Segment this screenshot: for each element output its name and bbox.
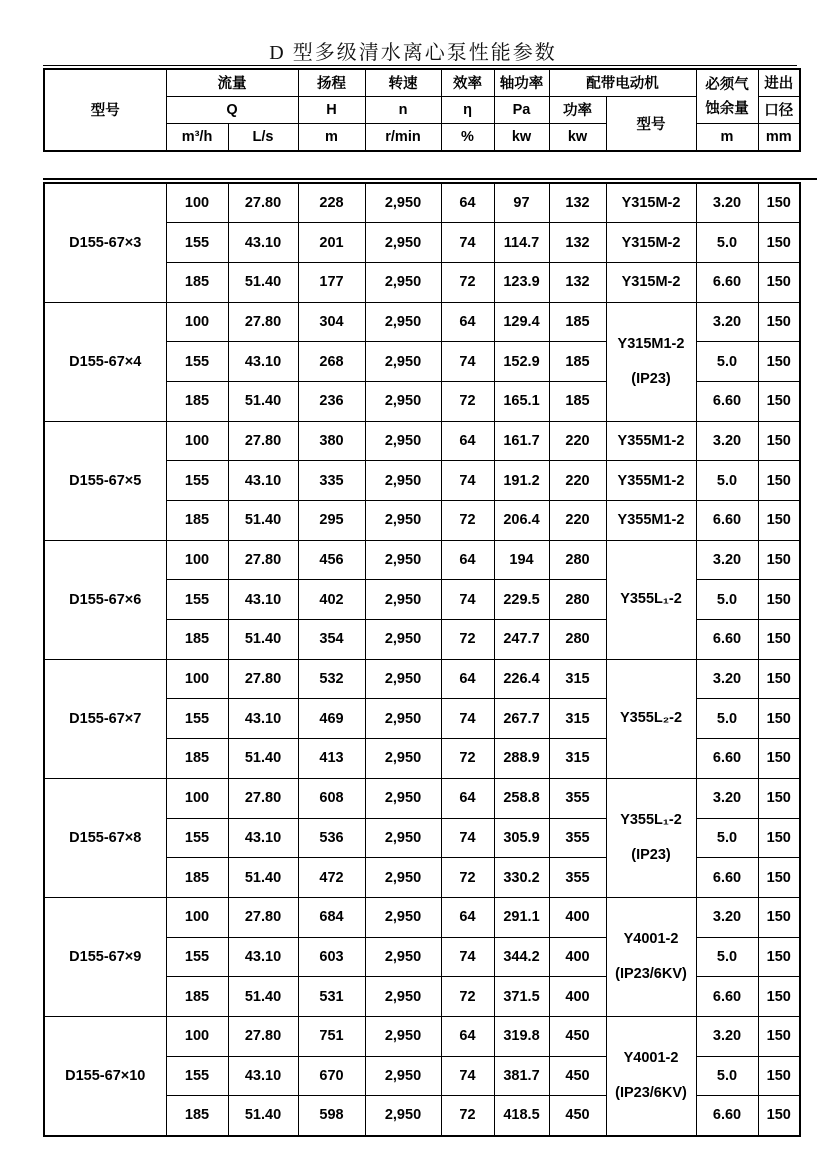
cell-npsh: 6.60 bbox=[696, 262, 758, 302]
motor-model-cell: Y315M-2 bbox=[606, 183, 696, 223]
body-rows bbox=[44, 183, 800, 1136]
cell-power: 400 bbox=[549, 937, 606, 977]
cell-power: 355 bbox=[549, 778, 606, 818]
cell-speed: 2,950 bbox=[365, 620, 441, 660]
cell-q_m3h: 100 bbox=[166, 897, 228, 937]
cell-speed: 2,950 bbox=[365, 858, 441, 898]
header-npsh-line2: 蚀余量 bbox=[705, 100, 749, 117]
cell-dia: 150 bbox=[758, 858, 800, 898]
cell-dia: 150 bbox=[758, 223, 800, 263]
cell-dia: 150 bbox=[758, 739, 800, 779]
table-row bbox=[44, 1016, 800, 1056]
cell-q_ls: 27.80 bbox=[228, 659, 298, 699]
cell-q_ls: 27.80 bbox=[228, 421, 298, 461]
motor-model-cell: Y355M1-2 bbox=[606, 461, 696, 501]
cell-head: 598 bbox=[298, 1096, 365, 1136]
cell-head: 201 bbox=[298, 223, 365, 263]
cell-dia: 150 bbox=[758, 659, 800, 699]
header-head: 扬程 bbox=[298, 69, 365, 96]
cell-head: 536 bbox=[298, 818, 365, 858]
cell-speed: 2,950 bbox=[365, 937, 441, 977]
motor-model-line: (IP23) bbox=[631, 846, 671, 863]
motor-model-cell: Y355M1-2 bbox=[606, 501, 696, 541]
cell-shaft: 206.4 bbox=[494, 501, 549, 541]
header-unit-kw-motor: kw bbox=[549, 124, 606, 151]
header-symbol-q: Q bbox=[166, 96, 298, 123]
cell-q_m3h: 155 bbox=[166, 342, 228, 382]
motor-model-cell: Y355M1-2 bbox=[606, 421, 696, 461]
page-title: D 型多级清水离心泵性能参数 bbox=[269, 42, 557, 64]
cell-speed: 2,950 bbox=[365, 699, 441, 739]
motor-model-cell: Y315M-2 bbox=[606, 223, 696, 263]
pump-model-cell: D155-67×10 bbox=[44, 1016, 166, 1135]
cell-head: 603 bbox=[298, 937, 365, 977]
header-shaft-power: 轴功率 bbox=[494, 69, 549, 96]
cell-shaft: 344.2 bbox=[494, 937, 549, 977]
header-unit-mm: mm bbox=[758, 124, 800, 151]
cell-head: 402 bbox=[298, 580, 365, 620]
cell-shaft: 381.7 bbox=[494, 1056, 549, 1096]
header-unit-npsh-m: m bbox=[696, 124, 758, 151]
cell-npsh: 6.60 bbox=[696, 501, 758, 541]
header-unit-m3h: m³/h bbox=[166, 124, 228, 151]
motor-model-cell bbox=[606, 897, 696, 1016]
pump-model-cell: D155-67×6 bbox=[44, 540, 166, 659]
cell-power: 132 bbox=[549, 262, 606, 302]
cell-dia: 150 bbox=[758, 381, 800, 421]
cell-npsh: 3.20 bbox=[696, 897, 758, 937]
cell-q_m3h: 185 bbox=[166, 858, 228, 898]
cell-npsh: 3.20 bbox=[696, 778, 758, 818]
cell-speed: 2,950 bbox=[365, 342, 441, 382]
cell-speed: 2,950 bbox=[365, 977, 441, 1017]
cell-head: 380 bbox=[298, 421, 365, 461]
header-npsh bbox=[696, 69, 758, 124]
cell-eff: 72 bbox=[441, 739, 494, 779]
cell-npsh: 6.60 bbox=[696, 381, 758, 421]
cell-q_ls: 27.80 bbox=[228, 540, 298, 580]
header-table-wrap bbox=[43, 68, 801, 152]
header-diameter-line1: 进出 bbox=[758, 69, 800, 96]
cell-dia: 150 bbox=[758, 421, 800, 461]
cell-power: 132 bbox=[549, 183, 606, 223]
motor-model-line: (IP23/6KV) bbox=[615, 1084, 687, 1101]
cell-head: 472 bbox=[298, 858, 365, 898]
header-flow: 流量 bbox=[166, 69, 298, 96]
cell-shaft: 305.9 bbox=[494, 818, 549, 858]
cell-power: 315 bbox=[549, 699, 606, 739]
cell-q_m3h: 185 bbox=[166, 381, 228, 421]
cell-shaft: 123.9 bbox=[494, 262, 549, 302]
cell-head: 456 bbox=[298, 540, 365, 580]
cell-head: 236 bbox=[298, 381, 365, 421]
table-row bbox=[44, 183, 800, 223]
cell-q_ls: 51.40 bbox=[228, 977, 298, 1017]
cell-power: 315 bbox=[549, 739, 606, 779]
cell-shaft: 129.4 bbox=[494, 302, 549, 342]
cell-q_m3h: 100 bbox=[166, 302, 228, 342]
cell-q_m3h: 155 bbox=[166, 1056, 228, 1096]
cell-eff: 72 bbox=[441, 858, 494, 898]
cell-speed: 2,950 bbox=[365, 818, 441, 858]
cell-shaft: 267.7 bbox=[494, 699, 549, 739]
cell-shaft: 226.4 bbox=[494, 659, 549, 699]
cell-q_m3h: 155 bbox=[166, 580, 228, 620]
cell-power: 185 bbox=[549, 342, 606, 382]
cell-q_ls: 27.80 bbox=[228, 1016, 298, 1056]
cell-head: 670 bbox=[298, 1056, 365, 1096]
cell-head: 531 bbox=[298, 977, 365, 1017]
cell-head: 751 bbox=[298, 1016, 365, 1056]
cell-dia: 150 bbox=[758, 937, 800, 977]
header-model: 型号 bbox=[44, 69, 166, 151]
cell-dia: 150 bbox=[758, 501, 800, 541]
cell-eff: 64 bbox=[441, 778, 494, 818]
cell-dia: 150 bbox=[758, 302, 800, 342]
header-table bbox=[43, 68, 801, 152]
cell-dia: 150 bbox=[758, 342, 800, 382]
cell-eff: 64 bbox=[441, 897, 494, 937]
cell-dia: 150 bbox=[758, 778, 800, 818]
table-row bbox=[44, 897, 800, 937]
cell-speed: 2,950 bbox=[365, 897, 441, 937]
cell-q_m3h: 155 bbox=[166, 223, 228, 263]
cell-shaft: 330.2 bbox=[494, 858, 549, 898]
cell-npsh: 6.60 bbox=[696, 858, 758, 898]
cell-dia: 150 bbox=[758, 262, 800, 302]
cell-head: 354 bbox=[298, 620, 365, 660]
cell-shaft: 229.5 bbox=[494, 580, 549, 620]
cell-eff: 72 bbox=[441, 1096, 494, 1136]
cell-q_m3h: 185 bbox=[166, 977, 228, 1017]
cell-eff: 74 bbox=[441, 937, 494, 977]
cell-speed: 2,950 bbox=[365, 540, 441, 580]
cell-eff: 74 bbox=[441, 818, 494, 858]
cell-q_ls: 27.80 bbox=[228, 778, 298, 818]
cell-power: 220 bbox=[549, 461, 606, 501]
cell-q_ls: 51.40 bbox=[228, 620, 298, 660]
body-table-wrap bbox=[43, 182, 801, 1137]
cell-npsh: 3.20 bbox=[696, 659, 758, 699]
cell-dia: 150 bbox=[758, 977, 800, 1017]
motor-model-cell bbox=[606, 778, 696, 897]
motor-model-line: Y4001-2 bbox=[623, 930, 679, 947]
cell-shaft: 288.9 bbox=[494, 739, 549, 779]
cell-speed: 2,950 bbox=[365, 739, 441, 779]
cell-eff: 64 bbox=[441, 1016, 494, 1056]
cell-q_ls: 51.40 bbox=[228, 381, 298, 421]
cell-npsh: 6.60 bbox=[696, 1096, 758, 1136]
cell-q_ls: 43.10 bbox=[228, 223, 298, 263]
cell-speed: 2,950 bbox=[365, 501, 441, 541]
cell-dia: 150 bbox=[758, 1096, 800, 1136]
header-unit-ls: L/s bbox=[228, 124, 298, 151]
cell-shaft: 97 bbox=[494, 183, 549, 223]
cell-q_m3h: 155 bbox=[166, 461, 228, 501]
cell-q_ls: 43.10 bbox=[228, 580, 298, 620]
cell-q_ls: 51.40 bbox=[228, 739, 298, 779]
cell-speed: 2,950 bbox=[365, 262, 441, 302]
motor-model-line: Y355L₁-2 bbox=[620, 811, 682, 828]
cell-power: 132 bbox=[549, 223, 606, 263]
cell-power: 280 bbox=[549, 580, 606, 620]
cell-eff: 64 bbox=[441, 421, 494, 461]
header-symbol-h: H bbox=[298, 96, 365, 123]
header-efficiency: 效率 bbox=[441, 69, 494, 96]
cell-power: 400 bbox=[549, 897, 606, 937]
cell-dia: 150 bbox=[758, 183, 800, 223]
cell-q_ls: 27.80 bbox=[228, 183, 298, 223]
cell-head: 469 bbox=[298, 699, 365, 739]
cell-speed: 2,950 bbox=[365, 183, 441, 223]
cell-eff: 74 bbox=[441, 223, 494, 263]
cell-npsh: 5.0 bbox=[696, 818, 758, 858]
cell-q_ls: 43.10 bbox=[228, 818, 298, 858]
cell-eff: 64 bbox=[441, 183, 494, 223]
cell-speed: 2,950 bbox=[365, 381, 441, 421]
cell-shaft: 291.1 bbox=[494, 897, 549, 937]
cell-dia: 150 bbox=[758, 461, 800, 501]
cell-npsh: 5.0 bbox=[696, 461, 758, 501]
cell-eff: 74 bbox=[441, 699, 494, 739]
header-symbol-n: n bbox=[365, 96, 441, 123]
cell-q_ls: 27.80 bbox=[228, 897, 298, 937]
cell-eff: 74 bbox=[441, 461, 494, 501]
header-diameter-line2: 口径 bbox=[758, 96, 800, 123]
cell-q_m3h: 185 bbox=[166, 501, 228, 541]
cell-q_m3h: 100 bbox=[166, 1016, 228, 1056]
pump-model-cell: D155-67×3 bbox=[44, 183, 166, 302]
cell-speed: 2,950 bbox=[365, 580, 441, 620]
cell-speed: 2,950 bbox=[365, 778, 441, 818]
cell-eff: 64 bbox=[441, 540, 494, 580]
table-row bbox=[44, 421, 800, 461]
cell-npsh: 5.0 bbox=[696, 223, 758, 263]
cell-q_ls: 43.10 bbox=[228, 342, 298, 382]
cell-head: 295 bbox=[298, 501, 365, 541]
cell-head: 228 bbox=[298, 183, 365, 223]
cell-q_m3h: 155 bbox=[166, 818, 228, 858]
cell-npsh: 5.0 bbox=[696, 1056, 758, 1096]
cell-dia: 150 bbox=[758, 1056, 800, 1096]
cell-q_ls: 27.80 bbox=[228, 302, 298, 342]
cell-q_m3h: 185 bbox=[166, 1096, 228, 1136]
cell-q_m3h: 100 bbox=[166, 778, 228, 818]
cell-power: 220 bbox=[549, 501, 606, 541]
cell-npsh: 5.0 bbox=[696, 937, 758, 977]
cell-shaft: 371.5 bbox=[494, 977, 549, 1017]
cell-power: 355 bbox=[549, 818, 606, 858]
cell-dia: 150 bbox=[758, 580, 800, 620]
motor-model-cell bbox=[606, 302, 696, 421]
cell-npsh: 6.60 bbox=[696, 977, 758, 1017]
cell-shaft: 319.8 bbox=[494, 1016, 549, 1056]
cell-q_m3h: 100 bbox=[166, 183, 228, 223]
cell-head: 304 bbox=[298, 302, 365, 342]
motor-model-line: Y355L₁-2 bbox=[620, 591, 682, 608]
cell-shaft: 161.7 bbox=[494, 421, 549, 461]
cell-q_ls: 43.10 bbox=[228, 699, 298, 739]
cell-npsh: 3.20 bbox=[696, 540, 758, 580]
motor-model-line: Y315M1-2 bbox=[617, 335, 685, 352]
cell-dia: 150 bbox=[758, 818, 800, 858]
cell-eff: 64 bbox=[441, 302, 494, 342]
pump-model-cell: D155-67×5 bbox=[44, 421, 166, 540]
motor-model-cell bbox=[606, 1016, 696, 1135]
cell-power: 185 bbox=[549, 381, 606, 421]
cell-shaft: 165.1 bbox=[494, 381, 549, 421]
header-unit-m: m bbox=[298, 124, 365, 151]
cell-head: 608 bbox=[298, 778, 365, 818]
pump-model-cell: D155-67×4 bbox=[44, 302, 166, 421]
header-unit-pct: % bbox=[441, 124, 494, 151]
cell-eff: 72 bbox=[441, 620, 494, 660]
cell-npsh: 6.60 bbox=[696, 739, 758, 779]
cell-q_m3h: 185 bbox=[166, 620, 228, 660]
cell-npsh: 3.20 bbox=[696, 302, 758, 342]
cell-head: 335 bbox=[298, 461, 365, 501]
cell-q_m3h: 155 bbox=[166, 937, 228, 977]
motor-model-line: Y4001-2 bbox=[623, 1049, 679, 1066]
cell-head: 268 bbox=[298, 342, 365, 382]
cell-shaft: 114.7 bbox=[494, 223, 549, 263]
cell-dia: 150 bbox=[758, 1016, 800, 1056]
cell-npsh: 3.20 bbox=[696, 1016, 758, 1056]
cell-npsh: 3.20 bbox=[696, 183, 758, 223]
header-motor-model: 型号 bbox=[606, 96, 696, 151]
cell-q_m3h: 100 bbox=[166, 421, 228, 461]
cell-npsh: 5.0 bbox=[696, 580, 758, 620]
cell-q_m3h: 100 bbox=[166, 540, 228, 580]
cell-power: 280 bbox=[549, 540, 606, 580]
cell-q_ls: 43.10 bbox=[228, 937, 298, 977]
cell-speed: 2,950 bbox=[365, 1016, 441, 1056]
cell-npsh: 5.0 bbox=[696, 342, 758, 382]
cell-speed: 2,950 bbox=[365, 223, 441, 263]
cell-power: 315 bbox=[549, 659, 606, 699]
cell-shaft: 191.2 bbox=[494, 461, 549, 501]
cell-shaft: 258.8 bbox=[494, 778, 549, 818]
cell-head: 413 bbox=[298, 739, 365, 779]
cell-dia: 150 bbox=[758, 620, 800, 660]
header-speed: 转速 bbox=[365, 69, 441, 96]
cell-speed: 2,950 bbox=[365, 461, 441, 501]
pump-model-cell: D155-67×9 bbox=[44, 897, 166, 1016]
cell-shaft: 418.5 bbox=[494, 1096, 549, 1136]
cell-eff: 72 bbox=[441, 262, 494, 302]
cell-head: 532 bbox=[298, 659, 365, 699]
cell-q_ls: 43.10 bbox=[228, 1056, 298, 1096]
cell-q_m3h: 100 bbox=[166, 659, 228, 699]
motor-model-cell: Y315M-2 bbox=[606, 262, 696, 302]
motor-model-line: (IP23/6KV) bbox=[615, 965, 687, 982]
cell-head: 684 bbox=[298, 897, 365, 937]
cell-eff: 64 bbox=[441, 659, 494, 699]
cell-npsh: 5.0 bbox=[696, 699, 758, 739]
cell-q_ls: 43.10 bbox=[228, 461, 298, 501]
table-row bbox=[44, 778, 800, 818]
header-symbol-pa: Pa bbox=[494, 96, 549, 123]
cell-q_ls: 51.40 bbox=[228, 262, 298, 302]
cell-dia: 150 bbox=[758, 699, 800, 739]
cell-power: 355 bbox=[549, 858, 606, 898]
cell-power: 220 bbox=[549, 421, 606, 461]
motor-model-line: (IP23) bbox=[631, 370, 671, 387]
header-unit-kw-shaft: kw bbox=[494, 124, 549, 151]
header-npsh-line1: 必须气 bbox=[705, 76, 749, 93]
cell-eff: 74 bbox=[441, 342, 494, 382]
header-symbol-eta: η bbox=[441, 96, 494, 123]
cell-eff: 72 bbox=[441, 501, 494, 541]
cell-speed: 2,950 bbox=[365, 1056, 441, 1096]
header-motor-power: 功率 bbox=[549, 96, 606, 123]
table-row bbox=[44, 302, 800, 342]
cell-speed: 2,950 bbox=[365, 302, 441, 342]
cell-eff: 74 bbox=[441, 1056, 494, 1096]
cell-speed: 2,950 bbox=[365, 1096, 441, 1136]
table-row bbox=[44, 540, 800, 580]
cell-power: 450 bbox=[549, 1056, 606, 1096]
motor-model-line: Y355L₂-2 bbox=[619, 710, 683, 727]
body-table bbox=[43, 182, 801, 1137]
cell-npsh: 3.20 bbox=[696, 421, 758, 461]
cell-speed: 2,950 bbox=[365, 659, 441, 699]
cell-q_m3h: 185 bbox=[166, 739, 228, 779]
cell-eff: 72 bbox=[441, 977, 494, 1017]
cell-shaft: 152.9 bbox=[494, 342, 549, 382]
cell-dia: 150 bbox=[758, 897, 800, 937]
cell-speed: 2,950 bbox=[365, 421, 441, 461]
motor-model-cell bbox=[606, 659, 696, 778]
cell-eff: 72 bbox=[441, 381, 494, 421]
table-row bbox=[44, 659, 800, 699]
cell-npsh: 6.60 bbox=[696, 620, 758, 660]
cell-power: 280 bbox=[549, 620, 606, 660]
cell-eff: 74 bbox=[441, 580, 494, 620]
cell-head: 177 bbox=[298, 262, 365, 302]
cell-q_ls: 51.40 bbox=[228, 858, 298, 898]
cell-power: 450 bbox=[549, 1096, 606, 1136]
header-row-1 bbox=[44, 69, 800, 96]
cell-shaft: 247.7 bbox=[494, 620, 549, 660]
cell-power: 450 bbox=[549, 1016, 606, 1056]
header-motor: 配带电动机 bbox=[549, 69, 696, 96]
cell-power: 400 bbox=[549, 977, 606, 1017]
pump-model-cell: D155-67×8 bbox=[44, 778, 166, 897]
cell-q_ls: 51.40 bbox=[228, 1096, 298, 1136]
cell-dia: 150 bbox=[758, 540, 800, 580]
cell-q_m3h: 155 bbox=[166, 699, 228, 739]
cell-q_m3h: 185 bbox=[166, 262, 228, 302]
pump-model-cell: D155-67×7 bbox=[44, 659, 166, 778]
cell-power: 185 bbox=[549, 302, 606, 342]
motor-model-cell bbox=[606, 540, 696, 659]
cell-q_ls: 51.40 bbox=[228, 501, 298, 541]
header-unit-rmin: r/min bbox=[365, 124, 441, 151]
cell-shaft: 194 bbox=[494, 540, 549, 580]
